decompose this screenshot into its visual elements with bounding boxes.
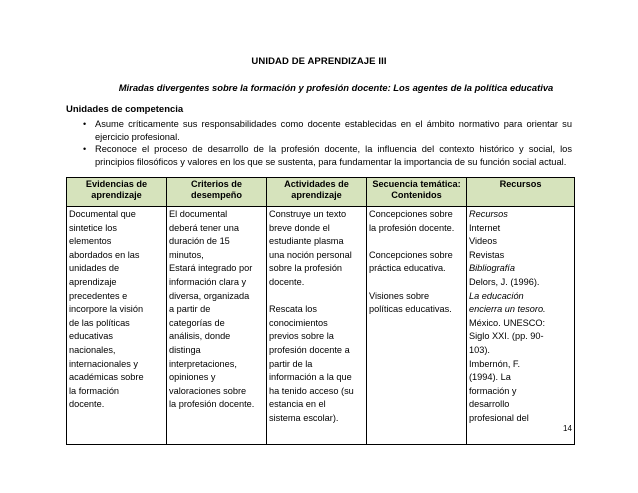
header-recursos: Recursos (467, 178, 575, 207)
cell-line: Videos (469, 236, 497, 247)
cell-line: interpretaciones, (169, 358, 237, 369)
cell-line: unidades de (69, 263, 120, 274)
cell-line: 103). (469, 344, 490, 355)
header-criterios: Criterios de desempeño (167, 178, 267, 207)
cell-line: México. UNESCO: (469, 317, 546, 328)
cell-line: duración de 15 (169, 236, 230, 247)
competence-text: Asume críticamente sus responsabilidades como docente establecidas en el ámbito normativo para orientar su ejercicio profesional. (95, 119, 572, 142)
cell-line: opiniones y (169, 372, 216, 383)
cell-line: Delors, J. (1996). (469, 276, 540, 287)
cell-line: Revistas (469, 249, 505, 260)
cell-line: la profesión docente. (169, 399, 255, 410)
cell-line: aprendizaje (69, 276, 117, 287)
cell-line: una noción personal (269, 249, 352, 260)
cell-line: docente. (69, 399, 105, 410)
cell-line: Visiones sobre (369, 290, 430, 301)
cell-actividades (267, 207, 367, 445)
cell-line: sintetice los (69, 222, 118, 233)
cell-evidencias (67, 207, 167, 445)
cell-line: El documental (169, 209, 228, 219)
cell-line: ha tenido acceso (su (269, 385, 354, 396)
cell-line: precedentes e (69, 290, 128, 301)
bullet-icon: • (83, 119, 87, 129)
cell-line: previos sobre la (269, 331, 334, 342)
cell-line: la formación (69, 385, 120, 396)
cell-line: a partir de (169, 304, 211, 315)
cell-line: distinga (169, 344, 201, 355)
cell-line: internacionales y (69, 358, 138, 369)
cell-line: académicas sobre (69, 372, 144, 383)
cell-line: Construye un texto (269, 209, 347, 219)
unit-subtitle: Miradas divergentes sobre la formación y profesión docente: Los agentes de la política educativa (118, 82, 554, 93)
cell-line: sistema escolar). (269, 412, 339, 423)
cell-line: estancia en el (269, 399, 326, 410)
cell-line: breve donde el (269, 222, 330, 233)
cell-line: análisis, donde (169, 331, 231, 342)
header-evidencias: Evidencias de aprendizaje (67, 178, 167, 207)
cell-line: conocimientos (269, 317, 328, 328)
cell-line: información a la que (269, 372, 352, 383)
cell-line: Estará integrado por (169, 263, 253, 274)
cell-line: estudiante plasma (269, 236, 344, 247)
competence-item (66, 118, 572, 143)
cell-line: Rescata los (269, 304, 318, 315)
cell-line: docente. (269, 276, 305, 287)
cell-line: minutos, (169, 249, 204, 260)
cell-line: educativas (69, 331, 113, 342)
cell-line: la profesión docente. (369, 222, 455, 233)
page-number: 14 (563, 424, 572, 433)
cell-line: Concepciones sobre (369, 249, 453, 260)
bullet-icon: • (83, 144, 87, 155)
cell-line: información clara y (169, 276, 247, 287)
cell-line: abordados en las (69, 249, 140, 260)
cell-secuencia (367, 207, 467, 445)
competence-item (66, 143, 572, 168)
cell-line: La educación (469, 290, 524, 301)
cell-line: Siglo XXI. (pp. 90- (469, 331, 544, 342)
cell-line: Recursos (469, 209, 508, 219)
cell-line: de las políticas (69, 317, 130, 328)
learning-unit-table (66, 177, 575, 445)
cell-line: Internet (469, 222, 501, 233)
competence-heading: Unidades de competencia (66, 104, 184, 115)
cell-criterios (167, 207, 267, 445)
cell-line: Concepciones sobre (369, 209, 453, 219)
cell-recursos (467, 207, 575, 445)
cell-line: Imbernón, F. (469, 358, 521, 369)
cell-line: encierra un tesoro. (469, 304, 546, 315)
cell-line: profesional del (469, 412, 529, 423)
cell-line: deberá tener una (169, 222, 239, 233)
cell-line: sobre la profesión (269, 263, 343, 274)
table-header-row (67, 178, 575, 207)
header-actividades: Actividades de aprendizaje (267, 178, 367, 207)
cell-line: incorpore la visión (69, 304, 144, 315)
cell-line: nacionales, (69, 344, 116, 355)
cell-line: profesión docente a (269, 344, 350, 355)
unit-title: UNIDAD DE APRENDIZAJE III (251, 56, 387, 67)
competence-text: Reconoce el proceso de desarrollo de la profesión docente, la influencia del contexto histórico y social, los principios filosóficos y valores en los que se sustenta, para fundamentar la importancia de su función social actual. (95, 144, 572, 168)
cell-line: políticas educativas. (369, 304, 452, 315)
cell-line: práctica educativa. (369, 263, 446, 274)
cell-line: partir de la (269, 358, 313, 369)
cell-line: Bibliografía (469, 263, 515, 274)
cell-line: diversa, organizada (169, 290, 250, 301)
header-secuencia: Secuencia temática: Contenidos (367, 178, 467, 207)
cell-line: formación y (469, 385, 517, 396)
competence-list (66, 118, 572, 169)
cell-line: (1994). La (469, 372, 511, 383)
cell-line: categorías de (169, 317, 225, 328)
cell-line: elementos (69, 236, 112, 247)
cell-line: Documental que (69, 209, 136, 219)
cell-line: desarrollo (469, 399, 510, 410)
cell-line: valoraciones sobre (169, 385, 247, 396)
table-row (67, 207, 575, 445)
